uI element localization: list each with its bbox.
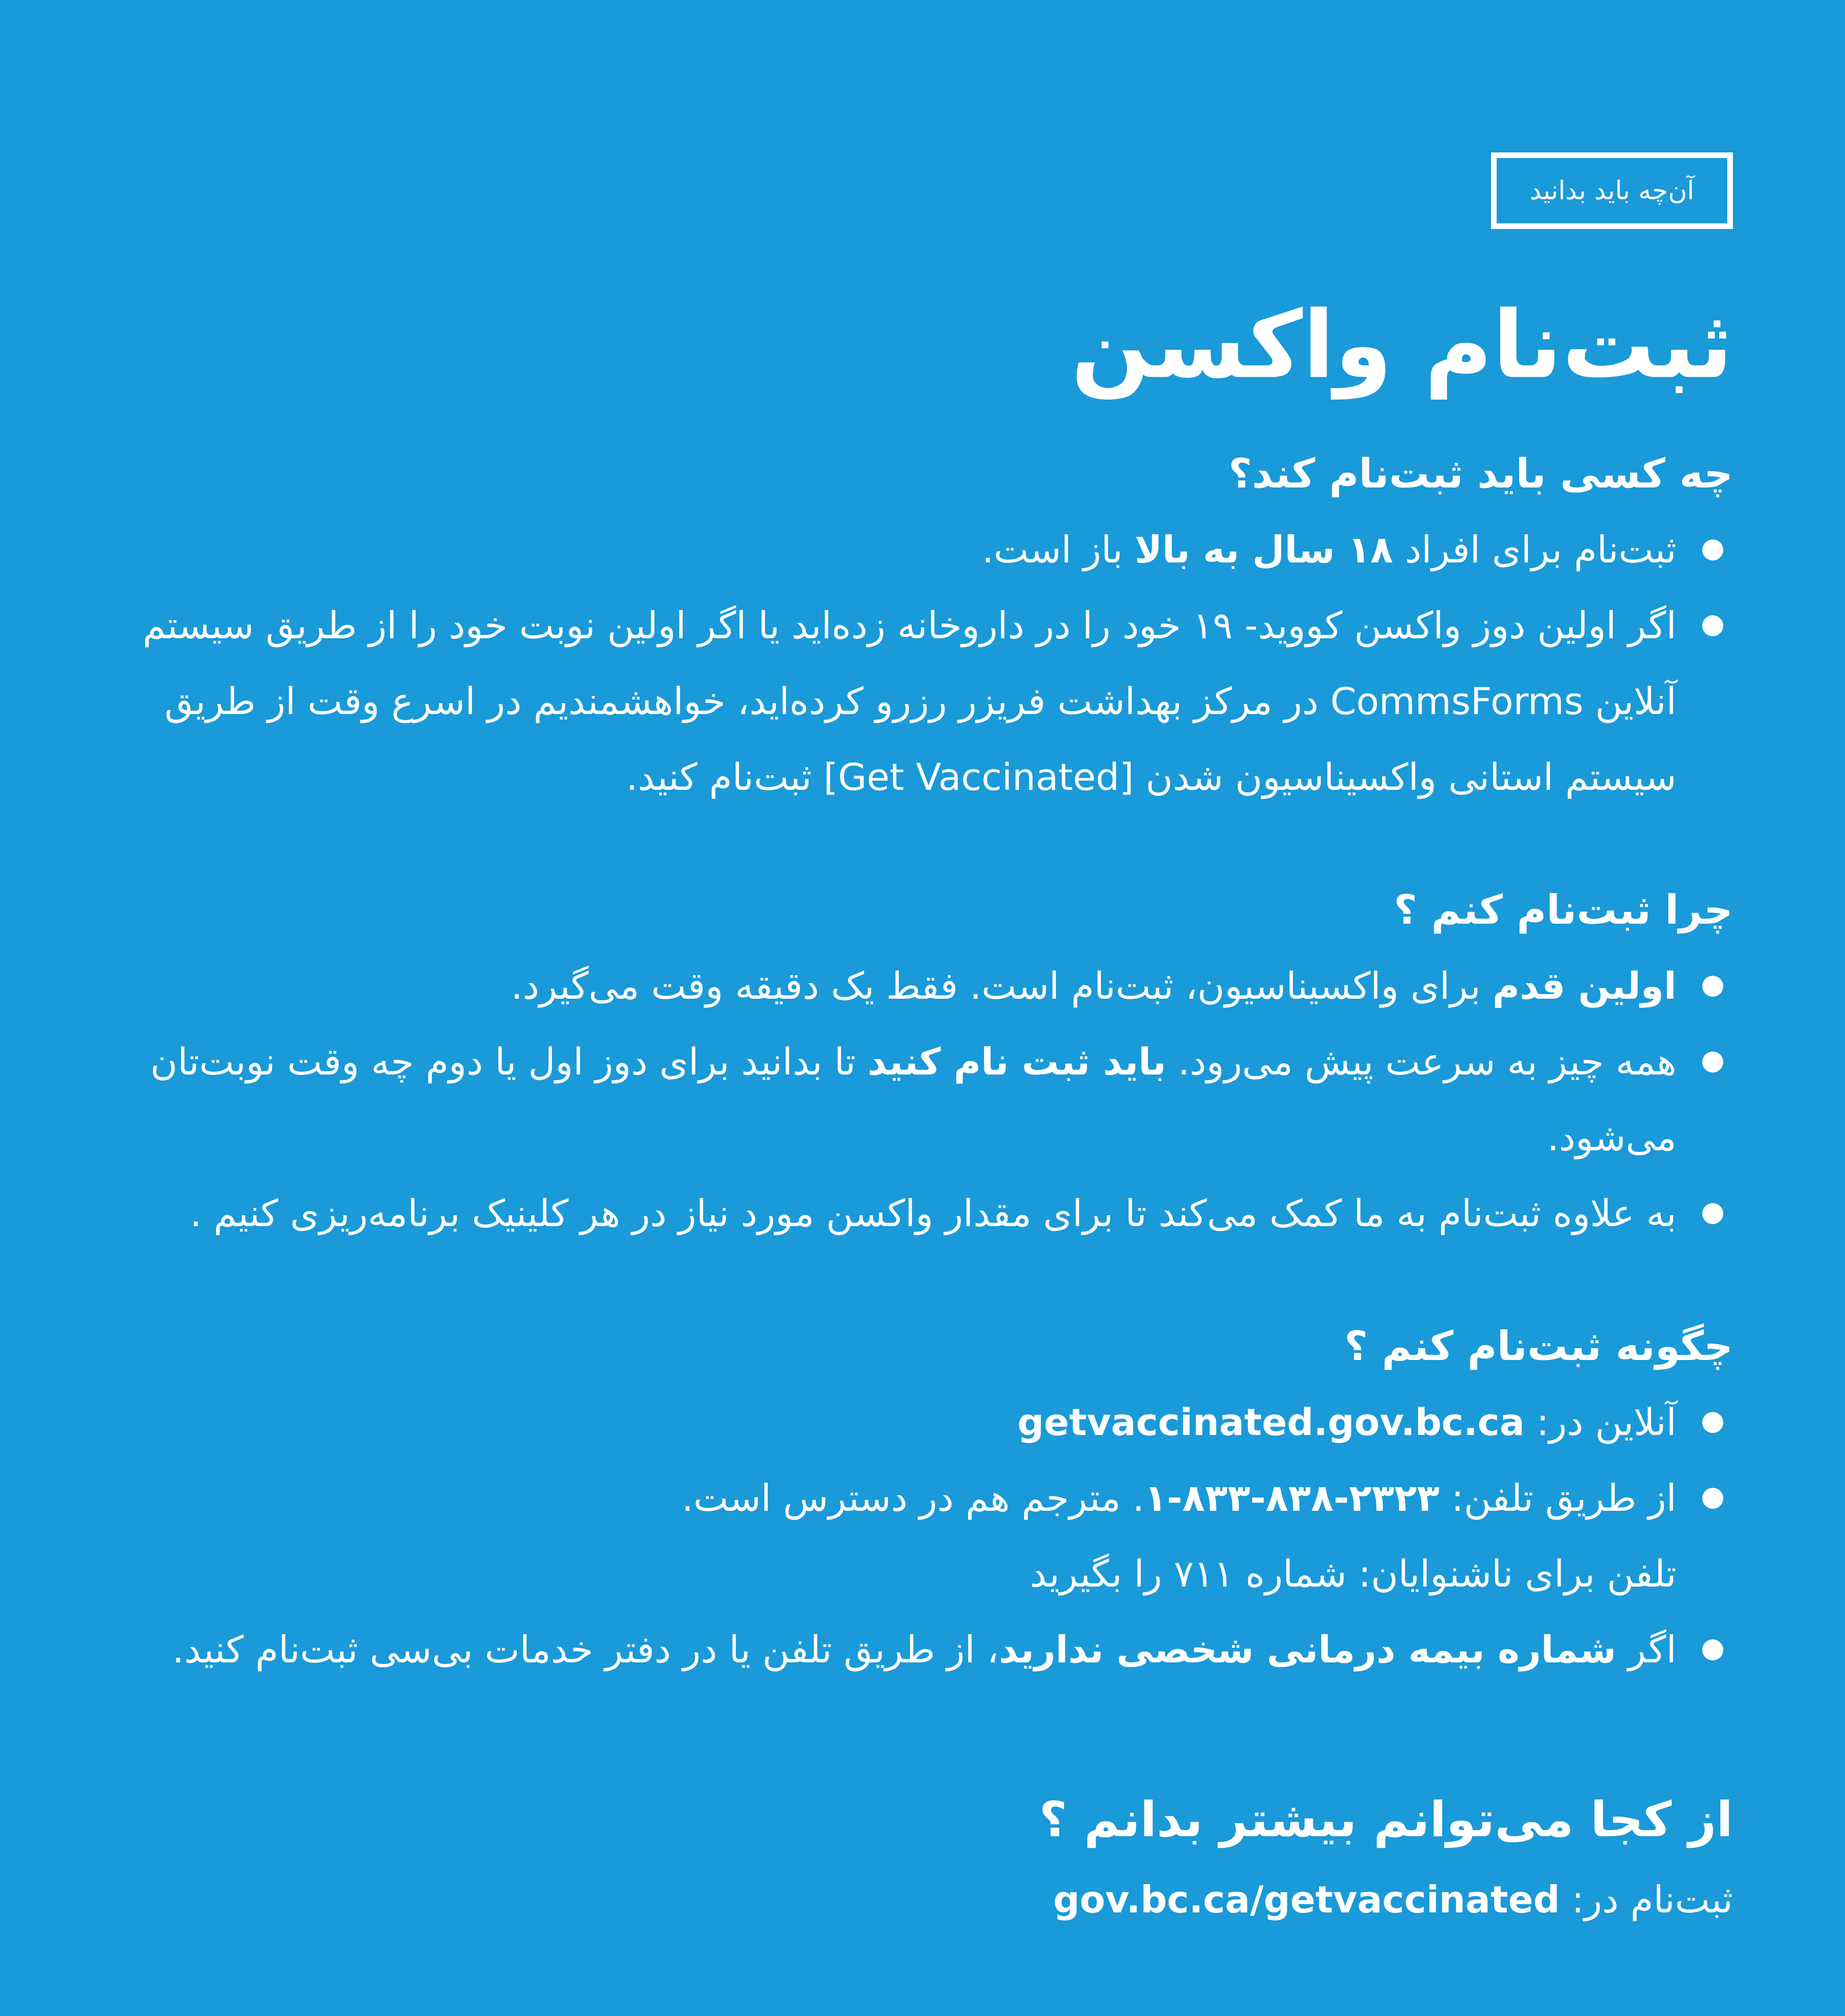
how-item3-post: ، از طریق تلفن یا در دفتر خدمات بی‌سی ثبت‌نام کنید. <box>172 1628 999 1671</box>
who-item1-post: باز است. <box>982 528 1135 571</box>
who-item-first-dose <box>112 588 1733 815</box>
who-item2-pre: اگر اولین دوز واکسن کووید- ۱۹ خود را در داروخانه زده‌اید یا اگر اولین نوبت خود را از طریق سیستم آنلاین <box>142 604 1676 723</box>
more-pre: ثبت‌نام در: <box>1560 1878 1733 1921</box>
section-how-heading: چگونه ثبت‌نام کنم ؟ <box>1344 1322 1733 1370</box>
section-more-heading: از کجا می‌توانم بیشتر بدانم ؟ <box>1039 1792 1733 1848</box>
who-item2-post: ثبت‌نام کنید. <box>626 756 824 799</box>
why-list <box>112 948 1733 1252</box>
why-item-fast <box>112 1024 1733 1176</box>
how-item-online <box>112 1385 1733 1460</box>
commsforms-text: CommsForms <box>1330 680 1584 723</box>
gov-bc-link[interactable]: gov.bc.ca/getvaccinated <box>1053 1878 1560 1921</box>
getvaccinated-link[interactable]: getvaccinated.gov.bc.ca <box>1017 1401 1525 1444</box>
who-item-age <box>112 512 1733 588</box>
how-item1-pre: آنلاین در: <box>1524 1401 1676 1444</box>
section-more <box>112 1789 1733 1936</box>
page-title: ثبت‌نام واکسن <box>1071 292 1733 399</box>
main-content <box>112 448 1733 1936</box>
why-item-planning <box>112 1176 1733 1252</box>
section-who-heading: چه کسی باید ثبت‌نام کند؟ <box>1229 450 1733 497</box>
how-item3-pre: اگر <box>1616 1628 1676 1671</box>
section-how <box>112 1320 1733 1688</box>
more-register-line <box>112 1864 1733 1936</box>
why-item2-pre: همه چیز به سرعت پیش می‌رود. <box>1166 1040 1676 1083</box>
how-item-phone <box>112 1460 1733 1612</box>
why-item2-bold: باید ثبت نام کنید <box>867 1040 1166 1083</box>
why-item-first-step <box>112 948 1733 1024</box>
how-item3-bold: شماره بیمه درمانی شخصی ندارید <box>999 1628 1616 1671</box>
section-who <box>112 448 1733 815</box>
who-item1-pre: ثبت‌نام برای افراد <box>1393 528 1676 571</box>
how-item2-pre: از طریق تلفن: <box>1439 1477 1676 1520</box>
phone-number[interactable]: ۱-۸۳۳-۸۳۸-۲۳۲۳ <box>1144 1477 1440 1520</box>
section-why-heading: چرا ثبت‌نام کنم ؟ <box>1393 886 1733 933</box>
who-item1-bold: ۱۸ سال به بالا <box>1135 528 1393 571</box>
know-tag-box <box>1491 152 1733 229</box>
why-item2-post: تا بدانید برای دوز اول یا دوم چه وقت نوبت‌تان می‌شود. <box>150 1040 1676 1159</box>
why-item3-text: به علاوه ثبت‌نام به ما کمک می‌کند تا برای مقدار واکسن مورد نیاز در هر کلینیک برنامه‌ریزی کنیم . <box>190 1192 1676 1235</box>
why-item1-post: برای واکسیناسیون، ثبت‌نام است. فقط یک دقیقه وقت می‌گیرد. <box>511 964 1493 1008</box>
who-item2-mid: در مرکز بهداشت فریزر رزرو کرده‌اید، خواهشمندیم در اسرع وقت از طریق سیستم استانی واکسیناسیون شدن <box>164 680 1676 799</box>
know-tag-label: آن‌چه باید بدانید <box>1530 176 1694 206</box>
how-list <box>112 1385 1733 1688</box>
how-item-no-insurance <box>112 1612 1733 1688</box>
section-why <box>112 884 1733 1252</box>
why-item1-bold: اولین قدم <box>1492 964 1676 1008</box>
how-item2-post: . مترجم هم در دسترس است. <box>681 1477 1145 1520</box>
who-list <box>112 512 1733 815</box>
get-vaccinated-text: [Get Vaccinated] <box>823 756 1134 799</box>
deaf-phone-line: تلفن برای ناشنوایان: شماره ۷۱۱ را بگیرید <box>1030 1552 1676 1595</box>
